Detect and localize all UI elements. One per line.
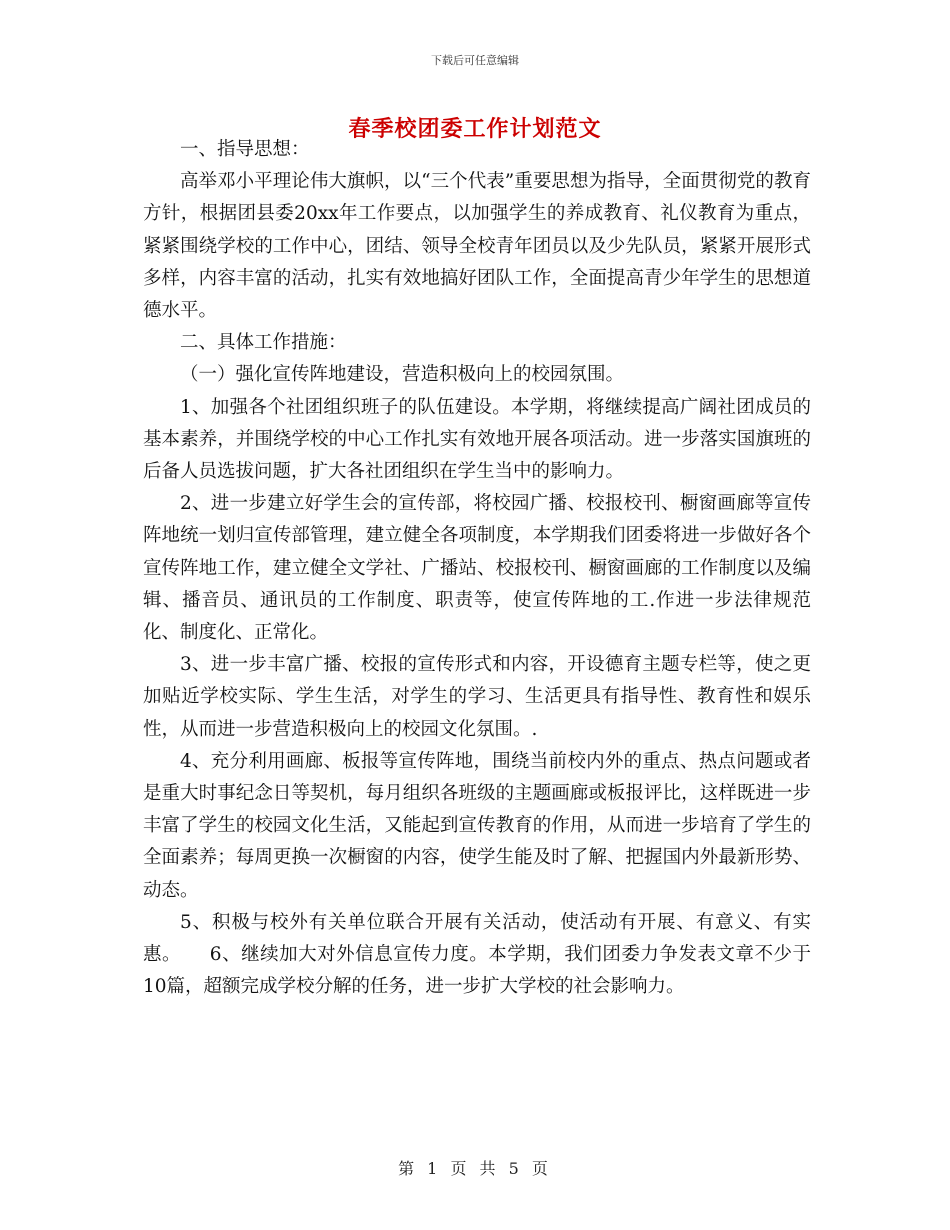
document-title: 春季校团委工作计划范文	[348, 117, 602, 142]
paragraph-item-1: 1、加强各个社团组织班子的队伍建设。本学期，将继续提高广阔社团成员的基本素养，并围绕学校的中心工作扎实有效地开展各项活动。进一步落实国旗班的后备人员选拔问题，扩大各社团组织在学生当中的影响力。	[143, 396, 811, 483]
paragraph-item-3: 3、进一步丰富广播、校报的宣传形式和内容，开设德育主题专栏等，使之更加贴近学校实际、学生生活，对学生的学习、生活更具有指导性、教育性和娱乐性，从而进一步营造积极向上的校园文化氛围。.	[143, 654, 811, 740]
paragraph-guiding-thought: 高举邓小平理论伟大旗帜，以“三个代表”重要思想为指导，全面贯彻党的教育方针，根据团县委20xx年工作要点，以加强学生的养成教育、礼仪教育为重点，紧紧围绕学校的工作中心，团结、领导全校青年团员以及少先队员，紧紧开展形式多样，内容丰富的活动，扎实有效地搞好团队工作，全面提高青少年学生的思想道德水平。	[143, 171, 811, 322]
paragraph-item-5-6: 5、积极与校外有关单位联合开展有关活动，使活动有开展、有意义、有实惠。 6、继续加大对外信息宣传力度。本学期，我们团委力争发表文章不少于10篇，超额完成学校分解的任务，进一步扩大学校的社会影响力。	[143, 911, 811, 998]
section-heading-measures: 二、具体工作措施：	[180, 332, 347, 354]
page-header-note: 下载后可任意编辑	[431, 54, 519, 67]
document-body	[143, 134, 811, 1003]
paragraph-item-4: 4、充分利用画廊、板报等宣传阵地，围绕当前校内外的重点、热点问题或者是重大时事纪念日等契机，每月组织各班级的主题画廊或板报评比，这样既进一步丰富了学生的校园文化生活，又能起到宣传教育的作用，从而进一步培育了学生的全面素养；每周更换一次橱窗的内容，使学生能及时了解、把握国内外最新形势、动态。	[143, 750, 811, 901]
paragraph-item-2: 2、进一步建立好学生会的宣传部，将校园广播、校报校刊、橱窗画廊等宣传阵地统一划归宣传部管理，建立健全各项制度，本学期我们团委将进一步做好各个宣传阵地工作，建立健全文学社、广播站、校报校刊、橱窗画廊的工作制度以及编辑、播音员、通讯员的工作制度、职责等，使宣传阵地的工.作进一步法律规范化、制度化、正常化。	[143, 493, 811, 644]
page-number-footer: 第 1 页 共 5 页	[398, 1159, 552, 1178]
section-heading-guiding-thought: 一、指导思想：	[180, 139, 310, 160]
subsection-heading-1: （一）强化宣传阵地建设，营造积极向上的校园氛围。	[180, 364, 625, 386]
